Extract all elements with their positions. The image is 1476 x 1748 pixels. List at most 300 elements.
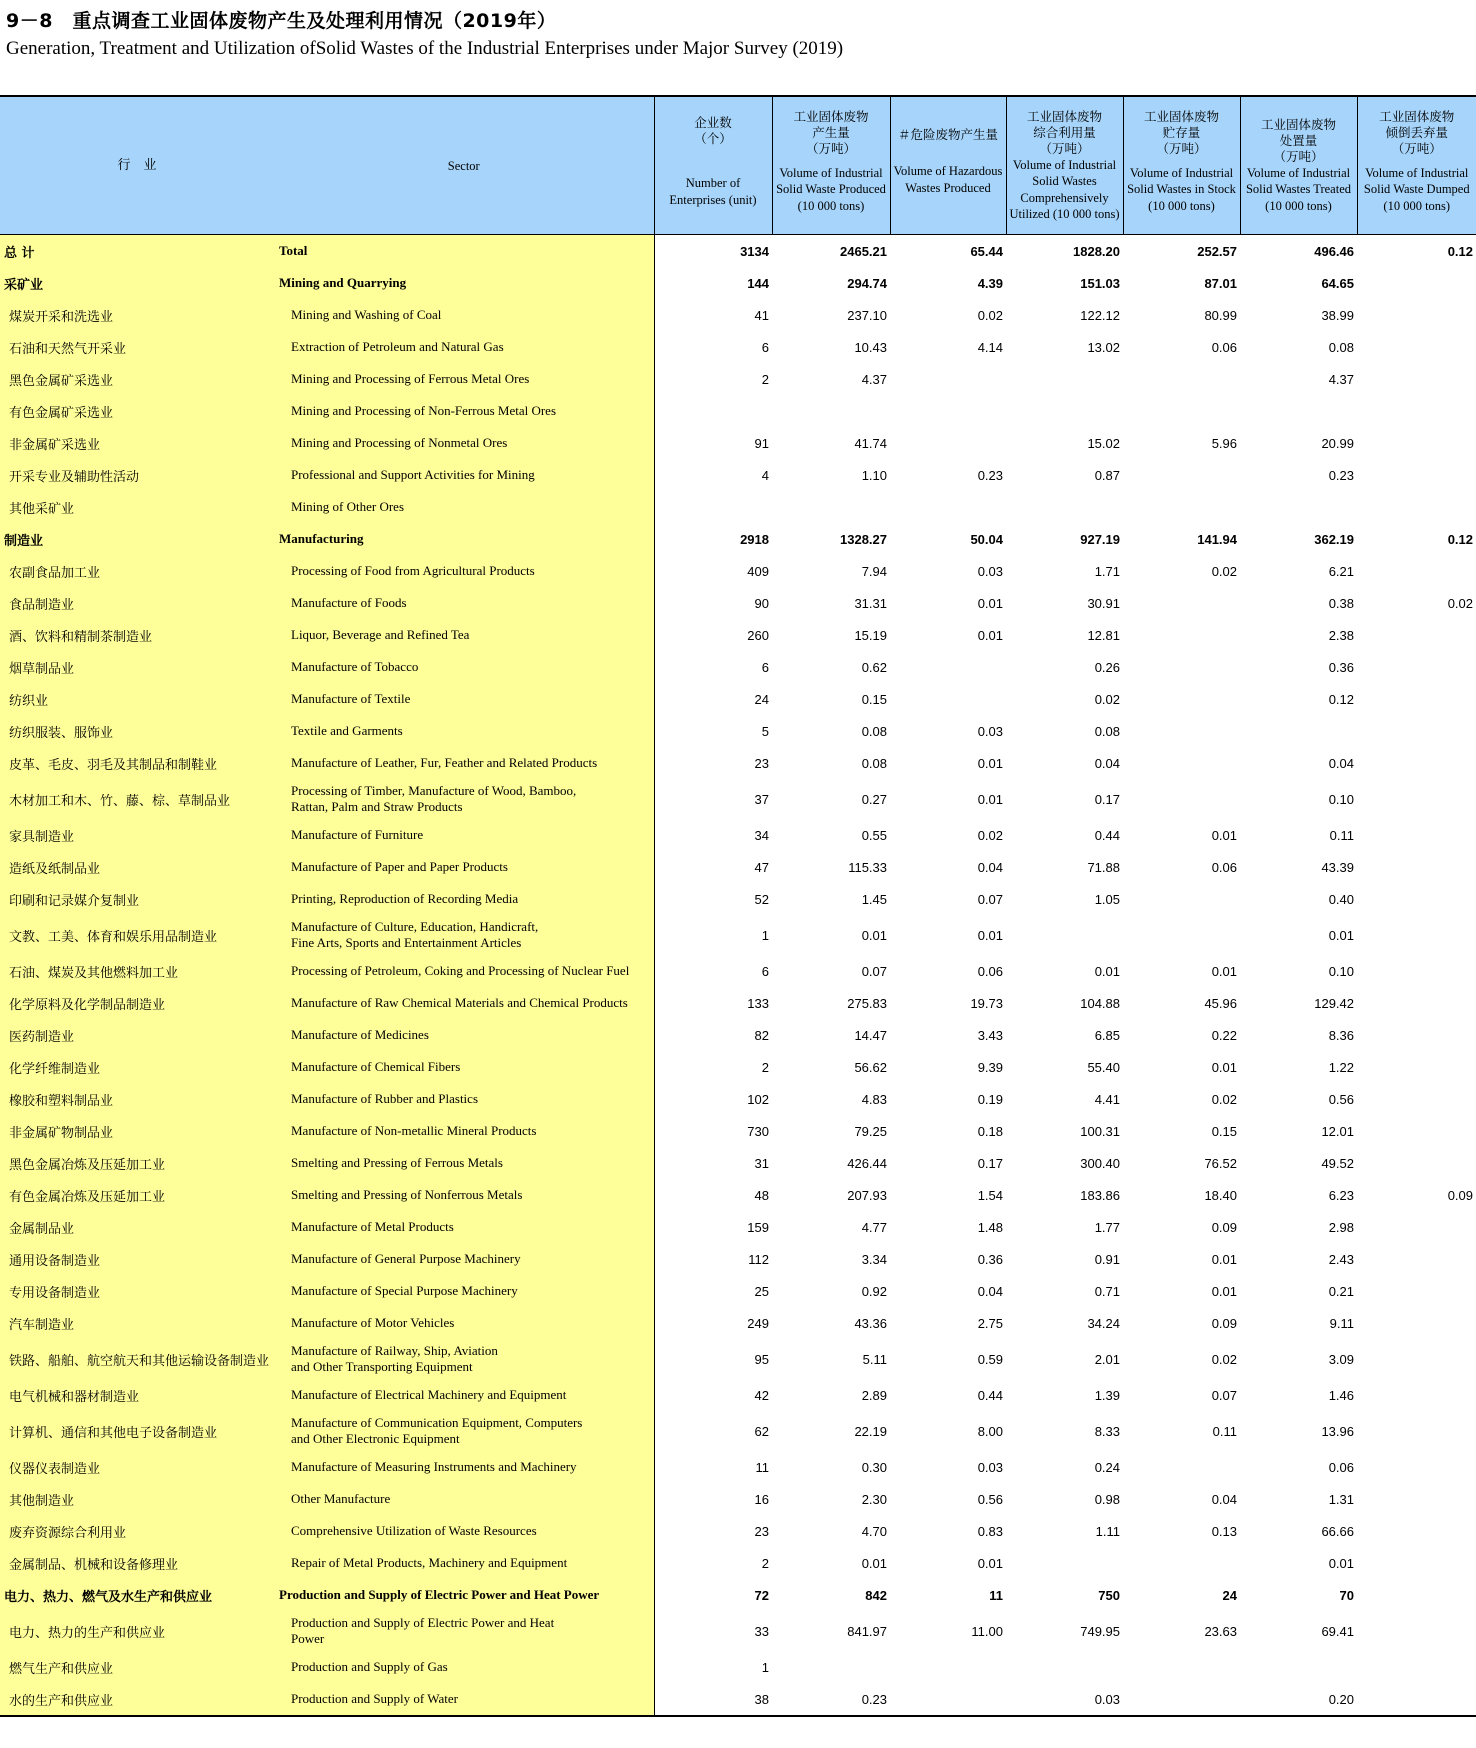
hazardous-value-cell: 8.00: [977, 1423, 1003, 1439]
utilized-value-cell: 0.01: [1094, 963, 1120, 979]
sector-cn-cell: 非金属矿物制品业: [0, 1115, 274, 1147]
produced-value-cell: 426.44: [847, 1155, 887, 1171]
sector-cn-cell: 皮革、毛皮、羽毛及其制品和制鞋业: [0, 747, 274, 779]
treated-value-cell: 1.46: [1328, 1387, 1354, 1403]
sector-en-cell: Other Manufacture: [274, 1483, 654, 1515]
enterprises-value-cell: [654, 491, 772, 523]
utilized-value-cell: 1.05: [1094, 891, 1120, 907]
dumped-value-cell: [1357, 1147, 1476, 1179]
sector-cn-cell: 酒、饮料和精制茶制造业: [0, 619, 274, 651]
stock-value-cell: 80.99: [1204, 307, 1237, 323]
dumped-value-cell: [1357, 1579, 1476, 1611]
hazardous-value-cell: 0.02: [977, 307, 1003, 323]
enterprises-value-cell: 409: [747, 563, 769, 579]
header-produced-cn: 工业固体废物 产生量 （万吨）: [793, 108, 869, 156]
dumped-value-cell: [1357, 1243, 1476, 1275]
header-enterprises-en: Number of Enterprises (unit): [669, 176, 757, 207]
treated-value-cell: 0.23: [1328, 467, 1354, 483]
sector-en-cell: Manufacture of Medicines: [274, 1019, 654, 1051]
hazardous-value-cell: 0.19: [977, 1091, 1003, 1107]
enterprises-value-cell: 260: [747, 627, 769, 643]
enterprises-value-cell: 62: [754, 1423, 769, 1439]
header-hazardous: [890, 96, 1006, 235]
utilized-value-cell: 0.02: [1094, 691, 1120, 707]
produced-value-cell: [772, 1651, 890, 1683]
sector-cn-cell: 有色金属矿采选业: [0, 395, 274, 427]
produced-value-cell: 0.27: [861, 791, 887, 807]
treated-value-cell: [1240, 395, 1357, 427]
table-row: [0, 955, 1476, 987]
sector-cn-cell: 金属制品业: [0, 1211, 274, 1243]
produced-value-cell: 15.19: [854, 627, 887, 643]
utilized-value-cell: 749.95: [1080, 1623, 1120, 1639]
header-sector-cn: 行 业: [0, 96, 274, 235]
treated-value-cell: 129.42: [1314, 995, 1354, 1011]
enterprises-value-cell: 11: [755, 1459, 769, 1475]
produced-value-cell: 275.83: [847, 995, 887, 1011]
dumped-value-cell: [1357, 747, 1476, 779]
sector-en-cell: Mining of Other Ores: [274, 491, 654, 523]
sector-cn-cell: 食品制造业: [0, 587, 274, 619]
utilized-value-cell: 4.41: [1094, 1091, 1120, 1107]
stock-value-cell: [1123, 715, 1240, 747]
dumped-value-cell: [1357, 1611, 1476, 1651]
table-row: [0, 1579, 1476, 1611]
utilized-value-cell: 151.03: [1080, 275, 1120, 291]
table-row: [0, 1243, 1476, 1275]
hazardous-value-cell: 0.23: [977, 467, 1003, 483]
treated-value-cell: 0.11: [1329, 827, 1354, 843]
produced-value-cell: 4.70: [861, 1523, 887, 1539]
utilized-value-cell: 0.04: [1094, 755, 1120, 771]
stock-value-cell: 0.13: [1211, 1523, 1237, 1539]
enterprises-value-cell: 1: [761, 927, 769, 943]
table-row: [0, 427, 1476, 459]
treated-value-cell: 6.23: [1328, 1187, 1354, 1203]
dumped-value-cell: [1357, 1051, 1476, 1083]
treated-value-cell: 0.38: [1328, 595, 1354, 611]
table-row: [0, 1051, 1476, 1083]
stock-value-cell: 0.04: [1211, 1491, 1237, 1507]
enterprises-value-cell: 24: [754, 691, 769, 707]
treated-value-cell: 3.09: [1328, 1351, 1354, 1367]
hazardous-value-cell: 4.14: [977, 339, 1003, 355]
dumped-value-cell: [1357, 1683, 1476, 1716]
utilized-value-cell: 0.08: [1094, 723, 1120, 739]
header-utilized-en: Volume of Industrial Solid Wastes Comprehensively Utilized (10 000 tons): [1009, 157, 1120, 221]
stock-value-cell: [1123, 491, 1240, 523]
produced-value-cell: 5.11: [862, 1351, 887, 1367]
dumped-value-cell: 0.12: [1447, 531, 1473, 547]
sector-cn-cell: 橡胶和塑料制品业: [0, 1083, 274, 1115]
utilized-value-cell: [1006, 491, 1123, 523]
enterprises-value-cell: 72: [754, 1587, 769, 1603]
utilized-value-cell: 8.33: [1094, 1423, 1120, 1439]
header-sector-en: Sector: [274, 96, 654, 235]
utilized-value-cell: 927.19: [1080, 531, 1120, 547]
enterprises-value-cell: 23: [754, 1523, 769, 1539]
sector-en-cell: Smelting and Pressing of Ferrous Metals: [274, 1147, 654, 1179]
stock-value-cell: 0.06: [1211, 339, 1237, 355]
sector-cn-cell: 通用设备制造业: [0, 1243, 274, 1275]
produced-value-cell: 4.83: [861, 1091, 887, 1107]
sector-cn-cell: 专用设备制造业: [0, 1275, 274, 1307]
utilized-value-cell: [1006, 1651, 1123, 1683]
dumped-value-cell: [1357, 427, 1476, 459]
produced-value-cell: 7.94: [861, 563, 887, 579]
stock-value-cell: 0.02: [1211, 563, 1237, 579]
header-row: [0, 96, 1476, 235]
stock-value-cell: [1123, 883, 1240, 915]
sector-cn-cell: 石油、煤炭及其他燃料加工业: [0, 955, 274, 987]
dumped-value-cell: [1357, 851, 1476, 883]
header-treated-en: Volume of Industrial Solid Wastes Treated (10 000 tons): [1245, 165, 1352, 213]
produced-value-cell: 0.55: [861, 827, 887, 843]
sector-en-cell: Production and Supply of Electric Power and Heat Power: [274, 1579, 654, 1611]
utilized-value-cell: 6.85: [1094, 1027, 1120, 1043]
enterprises-value-cell: 249: [747, 1315, 769, 1331]
stock-value-cell: 0.09: [1211, 1219, 1237, 1235]
hazardous-value-cell: [890, 651, 1006, 683]
enterprises-value-cell: 144: [747, 275, 769, 291]
sector-en-cell: Mining and Processing of Ferrous Metal Ores: [274, 363, 654, 395]
stock-value-cell: [1123, 1651, 1240, 1683]
table-row: [0, 1483, 1476, 1515]
stock-value-cell: [1123, 1547, 1240, 1579]
sector-cn-cell: 印刷和记录媒介复制业: [0, 883, 274, 915]
produced-value-cell: 2465.21: [840, 243, 887, 259]
dumped-value-cell: [1357, 1379, 1476, 1411]
enterprises-value-cell: 47: [754, 859, 769, 875]
hazardous-value-cell: 0.03: [977, 723, 1003, 739]
utilized-value-cell: 1.11: [1095, 1523, 1120, 1539]
sector-cn-cell: 汽车制造业: [0, 1307, 274, 1339]
hazardous-value-cell: 0.17: [977, 1155, 1003, 1171]
dumped-value-cell: [1357, 1451, 1476, 1483]
table-row: [0, 1211, 1476, 1243]
utilized-value-cell: 2.01: [1094, 1351, 1120, 1367]
stock-value-cell: 87.01: [1204, 275, 1237, 291]
table-row: [0, 1611, 1476, 1651]
table-title-cn: 9－8 重点调查工业固体废物产生及处理利用情况（2019年）: [6, 10, 557, 32]
dumped-value-cell: [1357, 1651, 1476, 1683]
enterprises-value-cell: 82: [754, 1027, 769, 1043]
hazardous-value-cell: 0.03: [977, 563, 1003, 579]
dumped-value-cell: [1357, 915, 1476, 955]
utilized-value-cell: 0.91: [1094, 1251, 1120, 1267]
stock-value-cell: 5.96: [1211, 435, 1237, 451]
enterprises-value-cell: 31: [754, 1155, 769, 1171]
treated-value-cell: 496.46: [1314, 243, 1354, 259]
produced-value-cell: 14.47: [854, 1027, 887, 1043]
sector-en-cell: Total: [274, 235, 654, 268]
stock-value-cell: 23.63: [1204, 1623, 1237, 1639]
sector-en-cell: Production and Supply of Gas: [274, 1651, 654, 1683]
enterprises-value-cell: 159: [747, 1219, 769, 1235]
stock-value-cell: 0.01: [1211, 1059, 1237, 1075]
sector-en-cell: Manufacture of Communication Equipment, Computers and Other Electronic Equipment: [274, 1411, 654, 1451]
hazardous-value-cell: 0.04: [977, 1283, 1003, 1299]
utilized-value-cell: 104.88: [1080, 995, 1120, 1011]
hazardous-value-cell: 11.00: [971, 1623, 1003, 1639]
enterprises-value-cell: 48: [754, 1187, 769, 1203]
treated-value-cell: 0.56: [1328, 1091, 1354, 1107]
produced-value-cell: 31.31: [854, 595, 887, 611]
utilized-value-cell: 0.71: [1094, 1283, 1120, 1299]
sector-cn-cell: 化学纤维制造业: [0, 1051, 274, 1083]
dumped-value-cell: [1357, 883, 1476, 915]
table-row: [0, 1179, 1476, 1211]
sector-en-cell: Manufacture of Electrical Machinery and Equipment: [274, 1379, 654, 1411]
sector-en-cell: Processing of Food from Agricultural Products: [274, 555, 654, 587]
treated-value-cell: 0.06: [1328, 1459, 1354, 1475]
header-produced-en: Volume of Industrial Solid Waste Produced (10 000 tons): [776, 165, 886, 213]
stock-value-cell: [1123, 459, 1240, 491]
stock-value-cell: 0.22: [1211, 1027, 1237, 1043]
sector-cn-cell: 采矿业: [0, 267, 274, 299]
hazardous-value-cell: 0.04: [977, 859, 1003, 875]
enterprises-value-cell: 6: [761, 659, 769, 675]
dumped-value-cell: [1357, 1115, 1476, 1147]
treated-value-cell: 0.36: [1328, 659, 1354, 675]
hazardous-value-cell: 0.01: [977, 755, 1003, 771]
sector-cn-cell: 金属制品、机械和设备修理业: [0, 1547, 274, 1579]
sector-en-cell: Manufacturing: [274, 523, 654, 555]
stock-value-cell: 0.15: [1211, 1123, 1237, 1139]
hazardous-value-cell: 11: [989, 1587, 1003, 1603]
utilized-value-cell: 1828.20: [1073, 243, 1120, 259]
sector-cn-cell: 仪器仪表制造业: [0, 1451, 274, 1483]
stock-value-cell: 0.01: [1211, 1251, 1237, 1267]
enterprises-value-cell: 33: [754, 1623, 769, 1639]
sector-en-cell: Manufacture of Tobacco: [274, 651, 654, 683]
table-row: [0, 619, 1476, 651]
produced-value-cell: 2.30: [861, 1491, 887, 1507]
sector-cn-cell: 开采专业及辅助性活动: [0, 459, 274, 491]
table-row: [0, 987, 1476, 1019]
sector-en-cell: Processing of Petroleum, Coking and Processing of Nuclear Fuel: [274, 955, 654, 987]
treated-value-cell: 9.11: [1329, 1315, 1354, 1331]
utilized-value-cell: 15.02: [1087, 435, 1120, 451]
treated-value-cell: 0.08: [1328, 339, 1354, 355]
sector-en-cell: Manufacture of Textile: [274, 683, 654, 715]
header-enterprises-cn: 企业数 （个）: [694, 115, 732, 146]
produced-value-cell: 22.19: [854, 1423, 887, 1439]
enterprises-value-cell: 6: [761, 339, 769, 355]
sector-cn-cell: 电力、热力、燃气及水生产和供应业: [0, 1579, 274, 1611]
utilized-value-cell: 12.81: [1087, 627, 1120, 643]
stock-value-cell: 0.01: [1211, 963, 1237, 979]
dumped-value-cell: [1357, 651, 1476, 683]
table-row: [0, 683, 1476, 715]
header-stock-cn: 工业固体废物 贮存量 （万吨）: [1143, 108, 1219, 156]
dumped-value-cell: [1357, 459, 1476, 491]
table-row: [0, 819, 1476, 851]
treated-value-cell: 8.36: [1328, 1027, 1354, 1043]
stock-value-cell: [1123, 395, 1240, 427]
sector-cn-cell: 其他采矿业: [0, 491, 274, 523]
sector-en-cell: Production and Supply of Water: [274, 1683, 654, 1716]
treated-value-cell: 4.37: [1328, 371, 1354, 387]
stock-value-cell: 0.09: [1211, 1315, 1237, 1331]
produced-value-cell: 41.74: [854, 435, 887, 451]
utilized-value-cell: [1006, 915, 1123, 955]
hazardous-value-cell: 3.43: [977, 1027, 1003, 1043]
produced-value-cell: 4.77: [861, 1219, 887, 1235]
treated-value-cell: 0.20: [1240, 1683, 1357, 1716]
produced-value-cell: 3.34: [861, 1251, 887, 1267]
produced-value-cell: 4.37: [861, 371, 887, 387]
table-row: [0, 1547, 1476, 1579]
table-row: [0, 523, 1476, 555]
produced-value-cell: 842: [865, 1587, 887, 1603]
produced-value-cell: 0.92: [861, 1283, 887, 1299]
stock-value-cell: [1123, 779, 1240, 819]
stock-value-cell: [1123, 747, 1240, 779]
dumped-value-cell: [1357, 491, 1476, 523]
table-row: [0, 1515, 1476, 1547]
produced-value-cell: [772, 395, 890, 427]
header-stock: [1123, 96, 1240, 235]
utilized-value-cell: 30.91: [1087, 595, 1120, 611]
sector-en-cell: Manufacture of Foods: [274, 587, 654, 619]
table-row: [0, 1019, 1476, 1051]
produced-value-cell: 207.93: [847, 1187, 887, 1203]
table-row: [0, 1307, 1476, 1339]
dumped-value-cell: [1357, 1339, 1476, 1379]
stock-value-cell: [1123, 363, 1240, 395]
utilized-value-cell: 34.24: [1087, 1315, 1120, 1331]
enterprises-value-cell: 16: [754, 1491, 769, 1507]
stock-value-cell: [1123, 915, 1240, 955]
sector-cn-cell: 纺织服装、服饰业: [0, 715, 274, 747]
table-row: [0, 459, 1476, 491]
produced-value-cell: 10.43: [854, 339, 887, 355]
hazardous-value-cell: 0.56: [977, 1491, 1003, 1507]
table-row: [0, 747, 1476, 779]
hazardous-value-cell: 0.07: [977, 891, 1003, 907]
produced-value-cell: 0.01: [861, 927, 887, 943]
treated-value-cell: 362.19: [1314, 531, 1354, 547]
sector-cn-cell: 农副食品加工业: [0, 555, 274, 587]
hazardous-value-cell: 0.03: [977, 1459, 1003, 1475]
stock-value-cell: [1123, 1451, 1240, 1483]
dumped-value-cell: [1357, 331, 1476, 363]
treated-value-cell: 13.96: [1321, 1423, 1354, 1439]
sector-en-cell: Smelting and Pressing of Nonferrous Metals: [274, 1179, 654, 1211]
table-body: [0, 235, 1476, 1717]
data-table: [0, 95, 1476, 1717]
produced-value-cell: 0.23: [772, 1683, 890, 1716]
stock-value-cell: [1123, 619, 1240, 651]
sector-cn-cell: 水的生产和供应业: [0, 1683, 274, 1716]
sector-en-cell: Mining and Quarrying: [274, 267, 654, 299]
table-row: [0, 1651, 1476, 1683]
table-row: [0, 587, 1476, 619]
sector-cn-cell: 煤炭开采和洗选业: [0, 299, 274, 331]
enterprises-value-cell: 2: [761, 1555, 769, 1571]
sector-en-cell: Professional and Support Activities for Mining: [274, 459, 654, 491]
stock-value-cell: 0.06: [1211, 859, 1237, 875]
enterprises-value-cell: 37: [754, 791, 769, 807]
produced-value-cell: 841.97: [847, 1623, 887, 1639]
sector-cn-cell: 造纸及纸制品业: [0, 851, 274, 883]
dumped-value-cell: [1357, 619, 1476, 651]
hazardous-value-cell: [890, 395, 1006, 427]
hazardous-value-cell: 0.01: [977, 595, 1003, 611]
header-hazardous-en: Volume of Hazardous Wastes Produced: [893, 164, 1003, 195]
header-dumped-en: Volume of Industrial Solid Waste Dumped (10 000 tons): [1363, 165, 1470, 213]
sector-en-cell: Printing, Reproduction of Recording Media: [274, 883, 654, 915]
enterprises-value-cell: 1: [761, 1659, 769, 1675]
dumped-value-cell: 0.09: [1447, 1187, 1473, 1203]
header-produced: [772, 96, 890, 235]
table-row: [0, 851, 1476, 883]
sector-cn-cell: 家具制造业: [0, 819, 274, 851]
header-utilized-cn: 工业固体废物 综合利用量 （万吨）: [1026, 108, 1102, 156]
utilized-value-cell: [1006, 363, 1123, 395]
treated-value-cell: 70: [1339, 1587, 1354, 1603]
table-row: [0, 235, 1476, 268]
enterprises-value-cell: 2918: [740, 531, 769, 547]
utilized-value-cell: 0.17: [1094, 791, 1120, 807]
table-row: [0, 1083, 1476, 1115]
sector-cn-cell: 黑色金属冶炼及压延加工业: [0, 1147, 274, 1179]
treated-value-cell: 6.21: [1328, 563, 1354, 579]
sector-en-cell: Manufacture of Railway, Ship, Aviation and Other Transporting Equipment: [274, 1339, 654, 1379]
sector-en-cell: Manufacture of Leather, Fur, Feather and Related Products: [274, 747, 654, 779]
dumped-value-cell: [1357, 1275, 1476, 1307]
treated-value-cell: [1240, 1651, 1357, 1683]
treated-value-cell: 1.22: [1328, 1059, 1354, 1075]
sector-en-cell: Manufacture of Furniture: [274, 819, 654, 851]
hazardous-value-cell: 0.01: [977, 1555, 1003, 1571]
utilized-value-cell: 300.40: [1080, 1155, 1120, 1171]
enterprises-value-cell: 23: [754, 755, 769, 771]
dumped-value-cell: [1357, 1515, 1476, 1547]
dumped-value-cell: [1357, 715, 1476, 747]
hazardous-value-cell: 0.01: [977, 927, 1003, 943]
utilized-value-cell: 750: [1098, 1587, 1120, 1603]
utilized-value-cell: [1006, 1547, 1123, 1579]
dumped-value-cell: [1357, 1411, 1476, 1451]
stock-value-cell: 0.02: [1211, 1091, 1237, 1107]
enterprises-value-cell: 102: [747, 1091, 769, 1107]
treated-value-cell: 0.10: [1328, 791, 1354, 807]
treated-value-cell: 0.01: [1328, 1555, 1354, 1571]
table-row: [0, 1411, 1476, 1451]
sector-cn-cell: 纺织业: [0, 683, 274, 715]
hazardous-value-cell: 0.36: [977, 1251, 1003, 1267]
table-row: [0, 883, 1476, 915]
utilized-value-cell: 0.44: [1094, 827, 1120, 843]
sector-cn-cell: 非金属矿采选业: [0, 427, 274, 459]
produced-value-cell: 43.36: [854, 1315, 887, 1331]
sector-cn-cell: 石油和天然气开采业: [0, 331, 274, 363]
enterprises-value-cell: 91: [754, 435, 769, 451]
sector-cn-cell: 黑色金属矿采选业: [0, 363, 274, 395]
hazardous-value-cell: 50.04: [970, 531, 1003, 547]
sector-en-cell: Liquor, Beverage and Refined Tea: [274, 619, 654, 651]
sector-cn-cell: 烟草制品业: [0, 651, 274, 683]
sector-en-cell: Manufacture of Motor Vehicles: [274, 1307, 654, 1339]
produced-value-cell: 115.33: [848, 859, 887, 875]
enterprises-value-cell: 95: [754, 1351, 769, 1367]
treated-value-cell: 0.12: [1328, 691, 1354, 707]
produced-value-cell: 0.01: [861, 1555, 887, 1571]
enterprises-value-cell: 133: [747, 995, 769, 1011]
table-row: [0, 267, 1476, 299]
